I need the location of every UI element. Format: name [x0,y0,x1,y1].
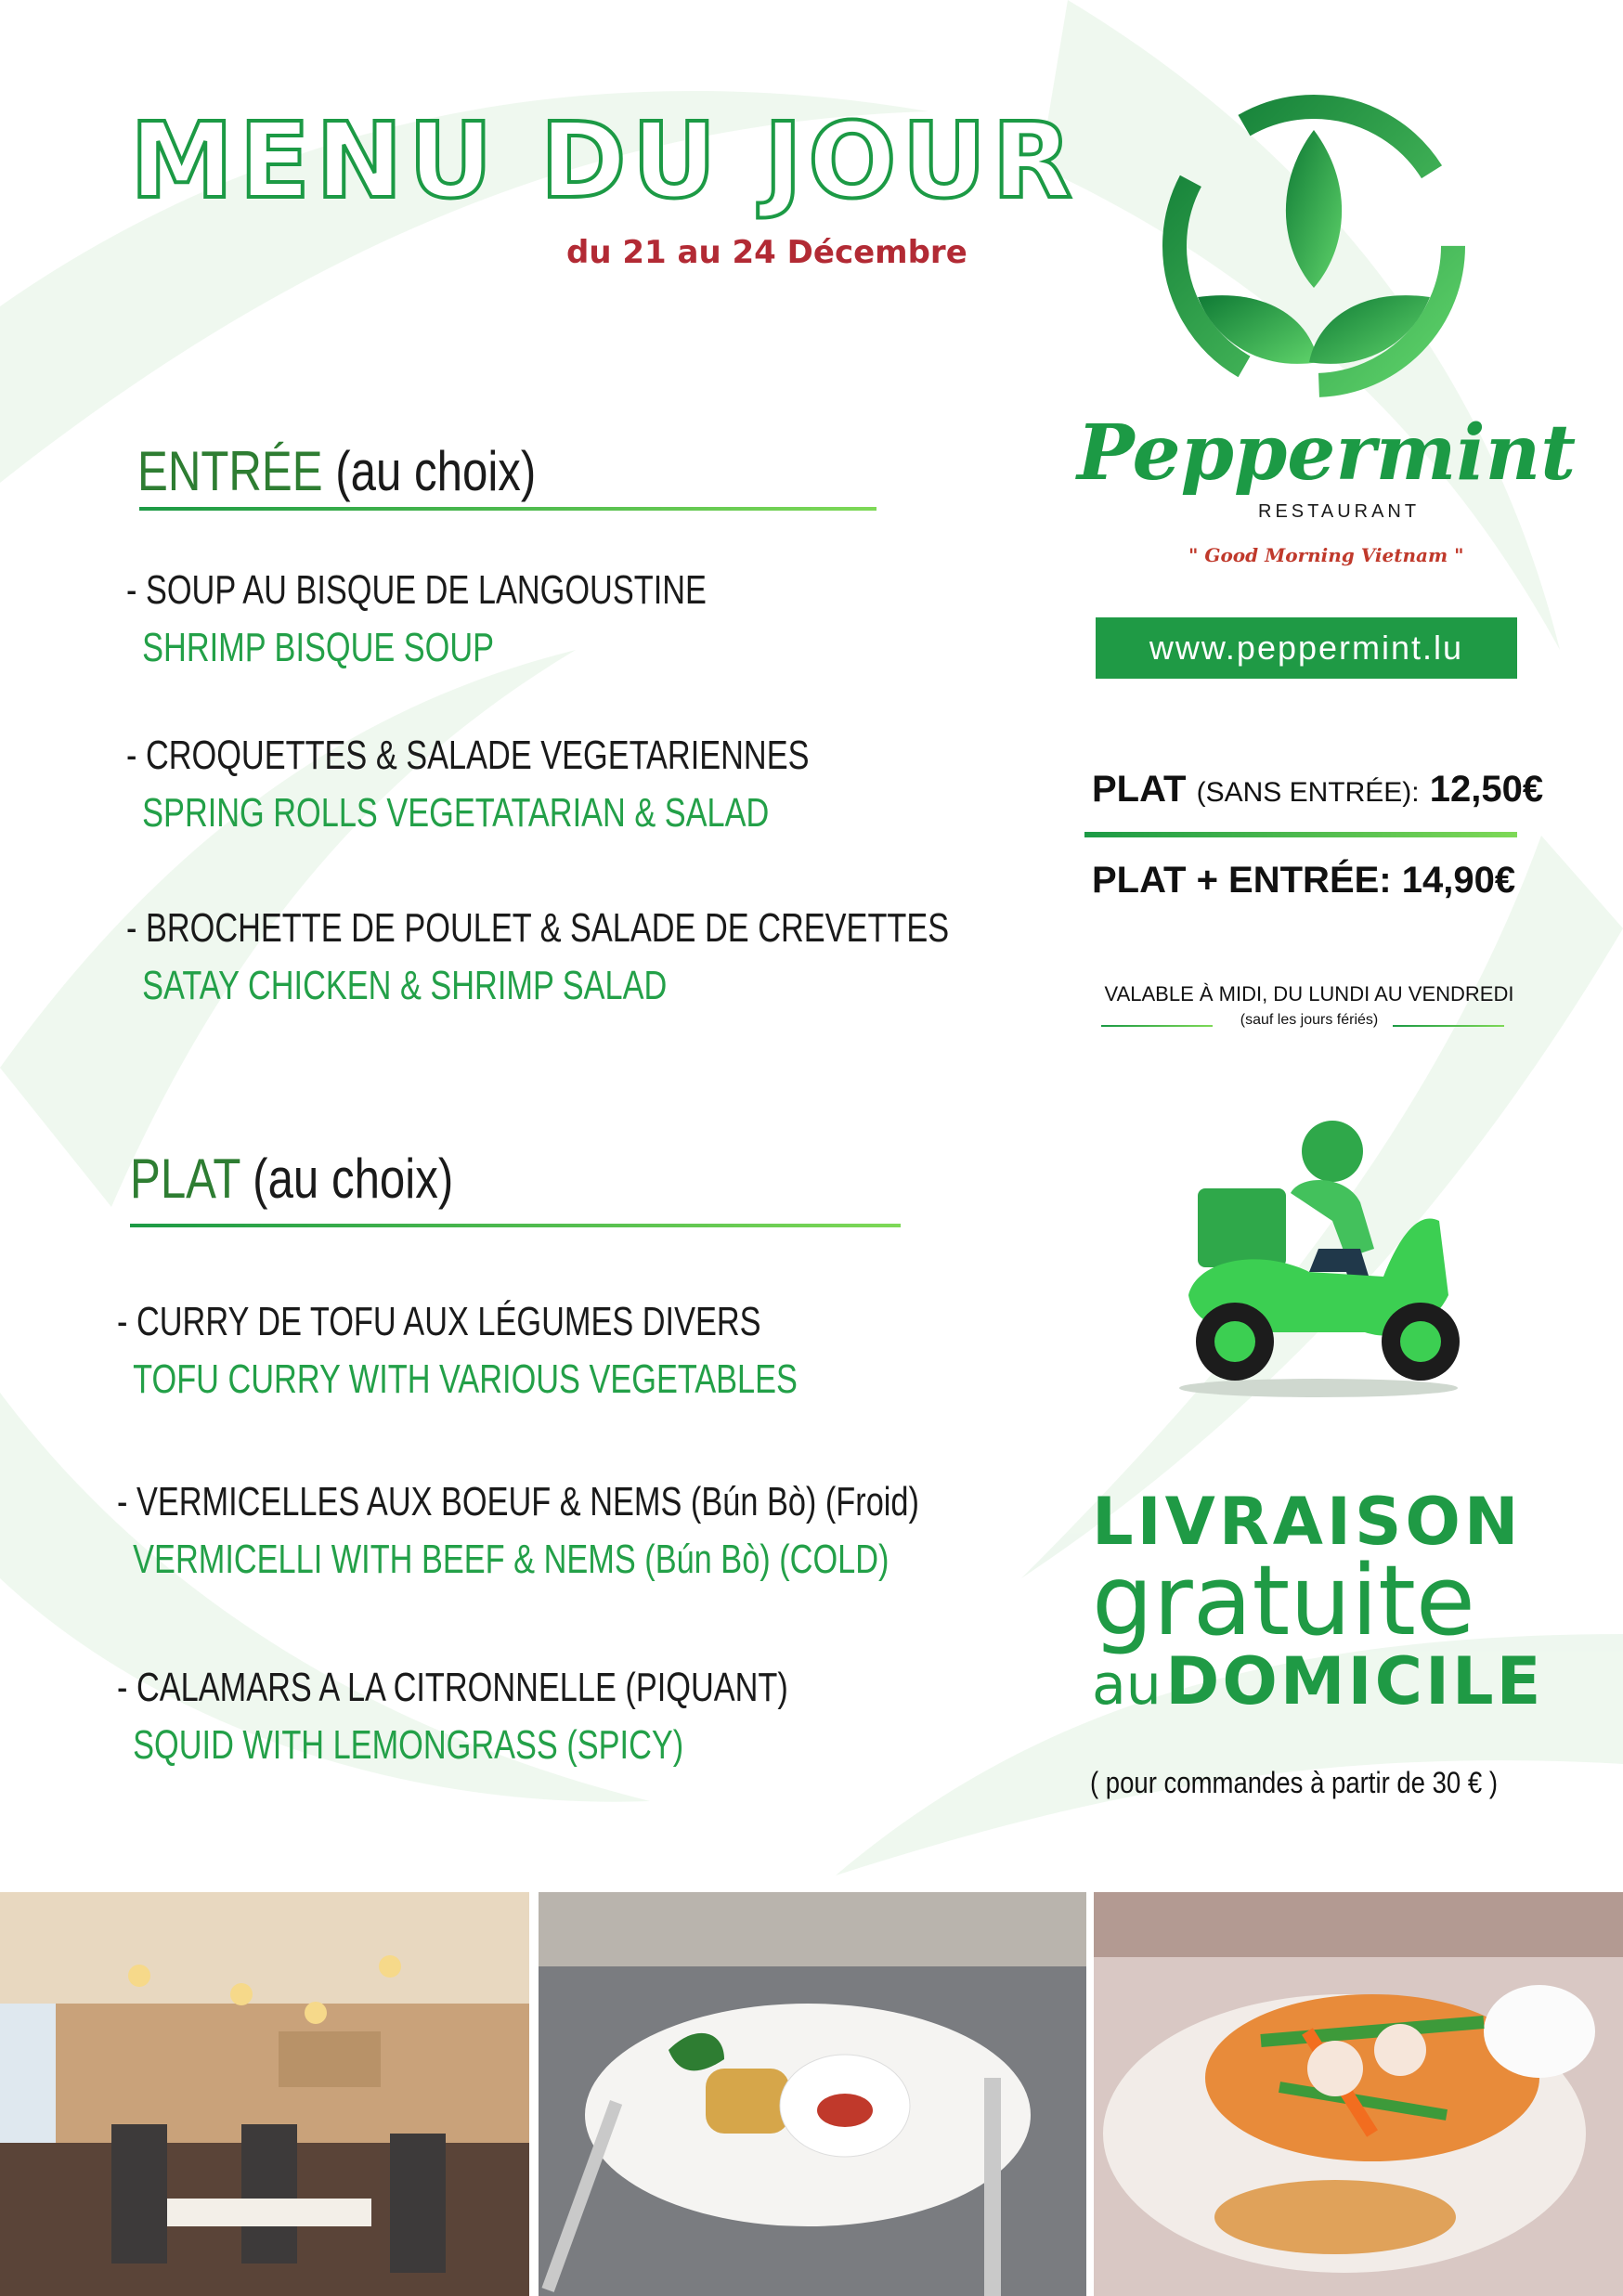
squid-dish-photo [1094,1892,1623,2296]
entree-item-en: SATAY CHICKEN & SHRIMP SALAD [142,963,668,1009]
plat-heading-sub: (au choix) [253,1148,454,1210]
plat-item [117,1300,798,1403]
price-divider [1084,832,1517,837]
entree-item [126,906,949,1009]
entree-divider [139,507,876,511]
brand-slogan: " Good Morning Vietnam " [1188,544,1464,566]
plat-item-fr: - VERMICELLES AUX BOEUF & NEMS (Bún Bò) (Froid) [117,1479,919,1524]
delivery-minimum-note: ( pour commandes à partir de 30 € ) [1090,1766,1499,1799]
validity-text: VALABLE À MIDI, DU LUNDI AU VENDREDI [1104,982,1514,1005]
restaurant-interior-photo [0,1892,529,2296]
validity-note: (sauf les jours fériés) [1240,1012,1379,1028]
plat-price-label: PLAT [1092,769,1187,810]
plat-item-fr: - CALAMARS A LA CITRONNELLE (PIQUANT) [117,1665,788,1710]
plat-item-en: SQUID WITH LEMONGRASS (SPICY) [133,1722,684,1769]
plat-heading [130,1148,454,1210]
delivery-line3-domicile: DOMICILE [1165,1643,1544,1719]
spring-roll-dish-photo [539,1892,1086,2296]
plat-price-note: (SANS ENTRÉE): [1196,777,1420,808]
website-link[interactable]: www.peppermint.lu [1096,617,1517,679]
delivery-line1: LIVRAISON [1092,1484,1523,1560]
brand-name: Peppermint [1077,409,1577,498]
date-range: du 21 au 24 Décembre [566,234,967,271]
entree-item-en: SHRIMP BISQUE SOUP [142,625,495,671]
plat-item-en: TOFU CURRY WITH VARIOUS VEGETABLES [133,1356,798,1403]
entree-item [126,568,707,671]
delivery-scooter-icon [1161,1109,1476,1407]
plat-item [117,1480,919,1583]
delivery-line3-au: au [1092,1653,1162,1718]
plat-divider [130,1224,901,1227]
leaf-logo-icon [1161,93,1467,399]
combo-price-label: PLAT + ENTRÉE: [1092,860,1392,901]
entree-heading [137,440,537,502]
entree-heading-main: ENTRÉE [137,440,323,502]
combo-price-value: 14,90€ [1401,860,1516,901]
menu-title: MENU DU JOUR [130,101,1078,222]
entree-item [126,733,809,837]
plat-heading-main: PLAT [130,1148,240,1210]
plat-item-fr: - CURRY DE TOFU AUX LÉGUMES DIVERS [117,1299,761,1344]
plat-price-line [1092,769,1543,811]
plat-item [117,1666,788,1769]
entree-item-fr: - CROQUETTES & SALADE VEGETARIENNES [126,733,810,778]
combo-price-line [1092,860,1515,902]
plat-item-en: VERMICELLI WITH BEEF & NEMS (Bún Bò) (COLD) [133,1537,889,1583]
entree-heading-sub: (au choix) [335,440,537,502]
entree-item-fr: - SOUP AU BISQUE DE LANGOUSTINE [126,567,707,613]
plat-price-value: 12,50€ [1429,769,1544,810]
entree-item-en: SPRING ROLLS VEGETATARIAN & SALAD [142,790,770,837]
delivery-line3 [1092,1643,1544,1719]
delivery-line2: gratuite [1092,1544,1475,1657]
entree-item-fr: - BROCHETTE DE POULET & SALADE DE CREVETTES [126,905,950,951]
brand-subtitle: RESTAURANT [1258,501,1421,522]
